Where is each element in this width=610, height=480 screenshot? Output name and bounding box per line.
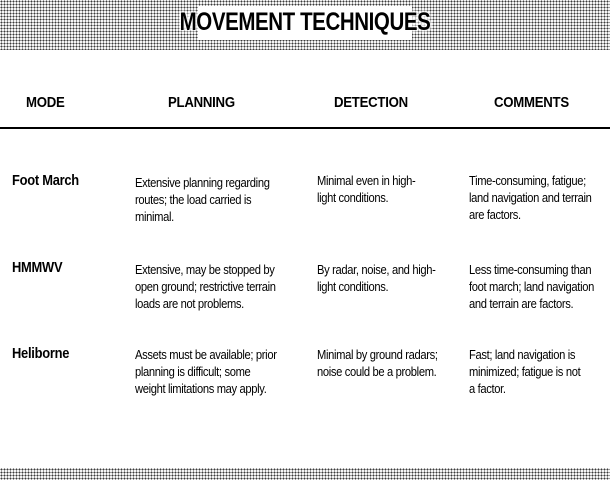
row-mode-heliborne: Heliborne: [12, 345, 70, 362]
cell-line: noise could be a problem.: [317, 364, 437, 379]
header-comments: COMMENTS: [494, 94, 569, 111]
cell-line: light conditions.: [317, 279, 389, 294]
cell-line: minimal.: [135, 209, 174, 224]
row-comments-foot-march: [469, 172, 591, 223]
header-detection: DETECTION: [334, 94, 408, 111]
cell-line: open ground; restrictive terrain: [135, 279, 276, 294]
cell-line: light conditions.: [317, 190, 389, 205]
cell-line: weight limitations may apply.: [135, 381, 267, 396]
cell-line: Fast; land navigation is: [469, 347, 576, 362]
cell-line: Time-consuming, fatigue;: [469, 173, 586, 188]
page-title: MOVEMENT TECHNIQUES: [179, 8, 431, 36]
cell-line: Extensive planning regarding: [135, 175, 270, 190]
cell-line: minimized; fatigue is not: [469, 364, 581, 379]
footer-banner: [0, 468, 610, 480]
row-comments-heliborne: [469, 346, 580, 397]
row-comments-hmmwv: [469, 261, 594, 312]
cell-line: Minimal even in high-: [317, 173, 416, 188]
row-planning-foot-march: [135, 174, 270, 225]
cell-line: loads are not problems.: [135, 296, 244, 311]
cell-line: are factors.: [469, 207, 521, 222]
cell-line: Minimal by ground radars;: [317, 347, 438, 362]
cell-line: land navigation and terrain: [469, 190, 592, 205]
cell-line: a factor.: [469, 381, 506, 396]
cell-line: Extensive, may be stopped by: [135, 262, 275, 277]
cell-line: and terrain are factors.: [469, 296, 574, 311]
header-divider: [0, 127, 610, 129]
row-detection-heliborne: [317, 346, 438, 380]
header-planning: PLANNING: [168, 94, 235, 111]
row-planning-hmmwv: [135, 261, 276, 312]
cell-line: foot march; land navigation: [469, 279, 594, 294]
cell-line: Assets must be available; prior: [135, 347, 277, 362]
row-planning-heliborne: [135, 346, 277, 397]
row-detection-foot-march: [317, 172, 415, 206]
cell-line: routes; the load carried is: [135, 192, 252, 207]
row-mode-hmmwv: HMMWV: [12, 259, 63, 276]
row-detection-hmmwv: [317, 261, 435, 295]
row-mode-foot-march: Foot March: [12, 172, 79, 189]
header-mode: MODE: [26, 94, 65, 111]
cell-line: Less time-consuming than: [469, 262, 592, 277]
cell-line: By radar, noise, and high-: [317, 262, 436, 277]
cell-line: planning is difficult; some: [135, 364, 251, 379]
